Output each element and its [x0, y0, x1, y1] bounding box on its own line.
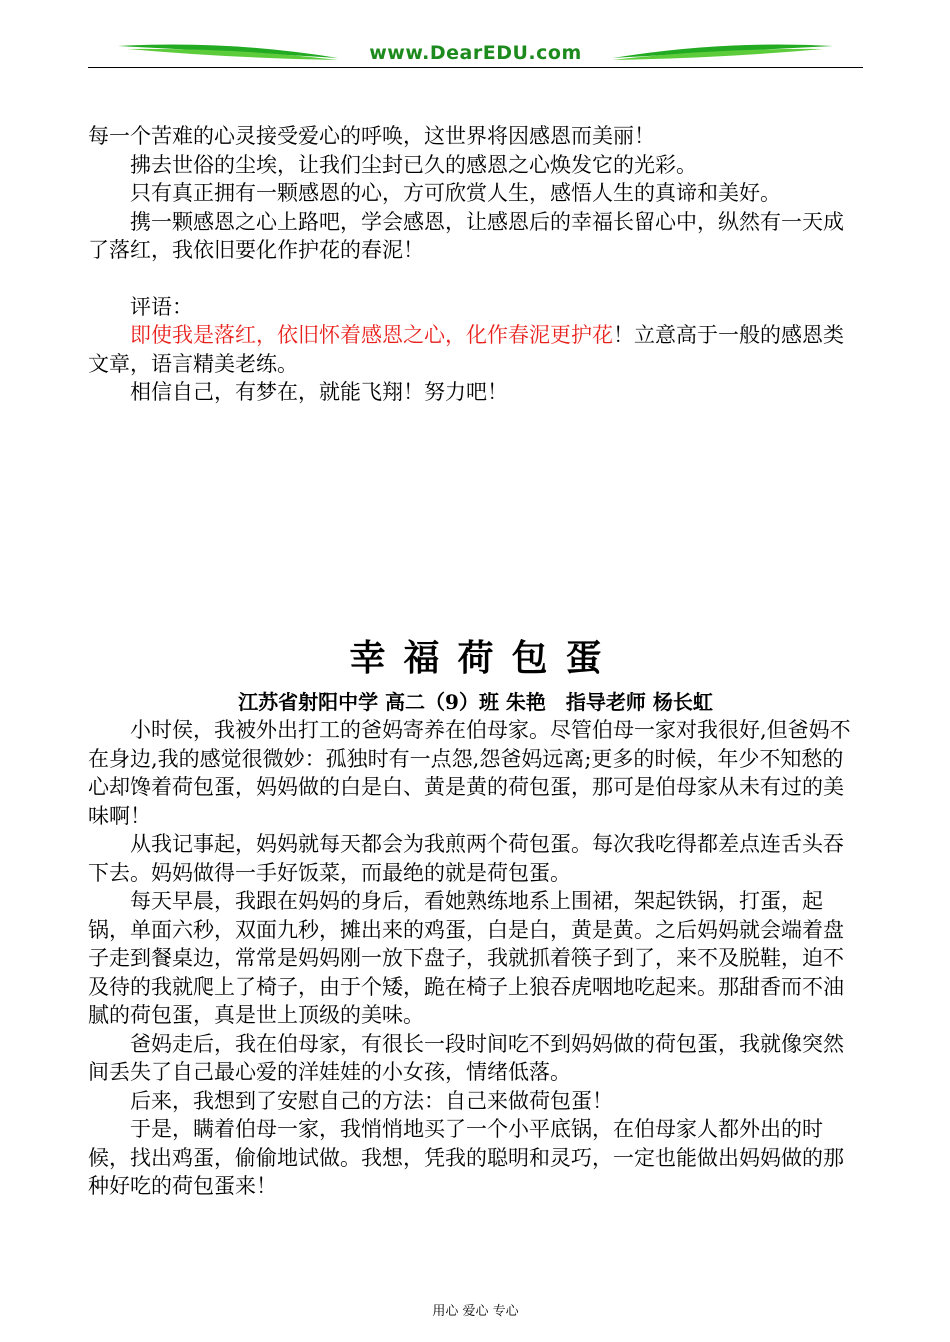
- paragraph: 每一个苦难的心灵接受爱心的呼唤，这世界将因感恩而美丽！: [88, 124, 655, 148]
- site-logo[interactable]: www.DearEDU.com: [369, 42, 582, 64]
- paragraph: 于是，瞒着伯母一家，我悄悄地买了一个小平底锅，在伯母家人都外出的时候，找出鸡蛋，偷偷地试做。我想，凭我的聪明和灵巧，一定也能做出妈妈做的那种好吃的荷包蛋来！: [88, 1117, 844, 1198]
- page-footer: 用心 爱心 专心: [432, 1304, 519, 1319]
- page-header: [88, 36, 863, 70]
- paragraph: 每天早晨，我跟在妈妈的身后，看她熟练地系上围裙，架起铁锅，打蛋，起锅，单面六秒，双面九秒，摊出来的鸡蛋，白是白，黄是黄。之后妈妈就会端着盘子走到餐桌边，常常是妈妈刚一放下盘子，我就抓着筷子到了，来不及脱鞋，迫不及待的我就爬上了椅子，由于个矮，跪在椅子上狼吞虎咽地吃起来。那甜香而不油腻的荷包蛋，真是世上顶级的美味。: [88, 889, 844, 1027]
- comment-highlight: 即使我是落红，依旧怀着感恩之心，化作春泥更护花: [130, 323, 613, 347]
- article-byline: 江苏省射阳中学 高二（9）班 朱艳 指导老师 杨长虹: [238, 690, 713, 714]
- comment-rest: ！立意高于一般的感恩类文章，语言精美老练。: [88, 323, 844, 376]
- comment-label: 评语：: [130, 294, 193, 319]
- paragraph: 小时侯，我被外出打工的爸妈寄养在伯母家。尽管伯母一家对我很好,但爸妈不在身边,我的感觉很微妙：孤独时有一点怨,怨爸妈远离;更多的时候，年少不知愁的心却馋着荷包蛋，妈妈做的白是白、黄是黄的荷包蛋，那可是伯母家从未有过的美味啊！: [88, 718, 851, 828]
- paragraph: 拂去世俗的尘埃，让我们尘封已久的感恩之心焕发它的光彩。: [130, 152, 697, 177]
- comment-body: [88, 321, 863, 378]
- header-rule: [88, 67, 863, 68]
- paragraph: 只有真正拥有一颗感恩的心，方可欣赏人生，感悟人生的真谛和美好。: [130, 181, 781, 205]
- paragraph: 携一颗感恩之心上路吧，学会感恩，让感恩后的幸福长留心中，纵然有一天成了落红，我依旧要化作护花的春泥！: [88, 209, 844, 262]
- paragraph: 后来，我想到了安慰自己的方法：自己来做荷包蛋！: [130, 1088, 613, 1113]
- paragraph: 从我记事起，妈妈就每天都会为我煎两个荷包蛋。每次我吃得都差点连舌头吞下去。妈妈做得一手好饭菜，而最绝的就是荷包蛋。: [88, 832, 844, 885]
- essay-ending: [88, 122, 863, 407]
- paragraph: 爸妈走后，我在伯母家，有很长一段时间吃不到妈妈做的荷包蛋，我就像突然间丢失了自己最心爱的洋娃娃的小女孩，情绪低落。: [88, 1031, 844, 1084]
- article-body: [88, 716, 863, 1201]
- article-title: 幸福荷包蛋: [349, 638, 620, 679]
- comment-encourage: 相信自己，有梦在，就能飞翔！努力吧！: [130, 380, 508, 404]
